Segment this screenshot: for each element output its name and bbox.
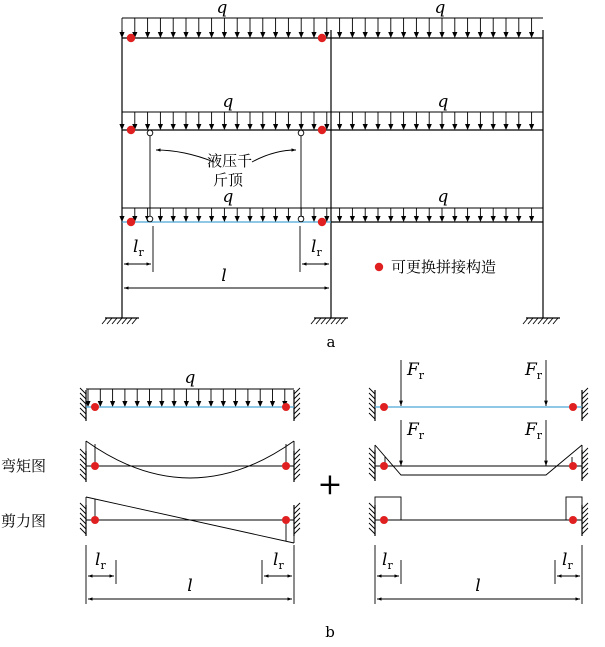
wall-hatch (294, 408, 300, 414)
caption-b: b (325, 623, 335, 641)
load-arrow-head (135, 401, 140, 407)
load-arrow-head (247, 124, 252, 130)
load-arrow-head (439, 124, 444, 130)
load-label: q (184, 368, 196, 388)
ground-hatch (326, 318, 331, 324)
load-arrow-head (337, 124, 342, 130)
load-arrow-head (388, 216, 393, 222)
load-label: q (222, 187, 234, 207)
wall-hatch (582, 398, 588, 404)
wall-hatch (294, 469, 300, 475)
wall-hatch (369, 513, 375, 519)
wall-hatch (294, 398, 300, 404)
ground-supports-a (102, 318, 560, 324)
wall-hatch (80, 518, 86, 524)
load-arrow-head (452, 216, 457, 222)
load-arrow-head (465, 32, 470, 38)
load-arrow-head (311, 32, 316, 38)
ground-hatch (331, 318, 336, 324)
load-arrow-head (247, 32, 252, 38)
load-arrow-head (119, 216, 124, 222)
dim-l-label: l (187, 576, 193, 596)
wall-hatch (80, 459, 86, 465)
load-arrow-head (401, 124, 406, 130)
load-arrow-head (427, 32, 432, 38)
load-arrow-head (529, 124, 534, 130)
ground-hatch (528, 318, 533, 324)
splice-joint (282, 516, 290, 524)
wall-hatch (582, 508, 588, 514)
load-arrow-head (350, 32, 355, 38)
ground-hatch (127, 318, 132, 324)
load-arrow-head (491, 124, 496, 130)
splice-joint (91, 462, 99, 470)
force-label: $F_r$ (407, 420, 425, 442)
load-label: q (222, 92, 234, 112)
load-arrow-head (119, 32, 124, 38)
splice-joint (380, 403, 388, 411)
wall-hatch (80, 503, 86, 509)
wall-hatch (582, 528, 588, 534)
wall-hatch (582, 413, 588, 419)
wall-hatch (582, 388, 588, 394)
beam-figure-b-right (375, 360, 582, 604)
wall-hatch (369, 508, 375, 514)
load-arrow-head (159, 401, 164, 407)
load-arrow-head (158, 32, 163, 38)
load-arrow-head (401, 32, 406, 38)
load-arrow-head (414, 124, 419, 130)
wall-hatch (582, 523, 588, 529)
load-arrow-head (247, 216, 252, 222)
load-arrow-head (478, 124, 483, 130)
splice-joint (282, 403, 290, 411)
wall-hatch (80, 408, 86, 414)
jack-pin (147, 130, 153, 136)
wall-hatch (294, 388, 300, 394)
moment-polyline (375, 445, 582, 475)
load-arrow-head (119, 124, 124, 130)
wall-hatch (80, 464, 86, 470)
wall-hatch (369, 413, 375, 419)
load-arrow-head (503, 124, 508, 130)
load-arrow-head (363, 216, 368, 222)
load-arrow-head (270, 401, 275, 407)
load-arrow-head (439, 216, 444, 222)
force-label: $F_r$ (407, 360, 425, 382)
wall-hatch (80, 403, 86, 409)
load-arrow-head (145, 124, 150, 130)
splice-joint (380, 462, 388, 470)
force-label: $F_r$ (525, 420, 543, 442)
load-arrow-head (299, 32, 304, 38)
wall-hatch (582, 458, 588, 464)
ground-hatch (336, 318, 341, 324)
wall-hatch (369, 503, 375, 509)
wall-hatch (369, 398, 375, 404)
load-arrow-head (209, 32, 214, 38)
load-arrow-head (350, 124, 355, 130)
load-arrow-head (401, 216, 406, 222)
load-arrow-head (209, 124, 214, 130)
load-arrow-head (452, 32, 457, 38)
load-arrow-head (183, 216, 188, 222)
wall-hatch (582, 513, 588, 519)
wall-hatch (294, 503, 300, 509)
wall-hatch (294, 459, 300, 465)
wall-hatch (294, 474, 300, 480)
load-arrow-head (172, 401, 177, 407)
legend-joint-marker (375, 263, 383, 271)
load-arrow-head (529, 216, 534, 222)
load-arrow-head (337, 216, 342, 222)
wall-hatch (294, 413, 300, 419)
wall-hatch (369, 518, 375, 524)
wall-hatch (582, 518, 588, 524)
load-arrow-head (235, 216, 240, 222)
wall-hatch (369, 458, 375, 464)
load-arrow-head (375, 32, 380, 38)
wall-hatch (582, 408, 588, 414)
shear-diagram-label: 剪力图 (1, 512, 47, 530)
wall-hatch (582, 453, 588, 459)
load-arrow-head (273, 216, 278, 222)
shear-block-left (375, 497, 401, 520)
load-arrow-head (171, 32, 176, 38)
wall-hatch (294, 528, 300, 534)
frame-figure-a (102, 0, 560, 351)
jack-pin (298, 216, 304, 222)
ground-hatch (107, 318, 112, 324)
wall-hatch (369, 523, 375, 529)
moment-curve (86, 441, 294, 478)
ground-hatch (112, 318, 117, 324)
load-arrow-head (516, 216, 521, 222)
load-arrow-head (158, 124, 163, 130)
wall-hatch (582, 463, 588, 469)
load-arrow-head (222, 32, 227, 38)
load-arrow-head (388, 124, 393, 130)
moment-diagram-label: 弯矩图 (1, 457, 47, 475)
load-arrow-head (258, 401, 263, 407)
dim-lr-label: $l_r$ (133, 237, 144, 259)
splice-joint (91, 403, 99, 411)
wall-hatch (80, 388, 86, 394)
wall-hatch (369, 468, 375, 474)
load-arrow-head (491, 32, 496, 38)
load-arrow-head (503, 216, 508, 222)
splice-joint (127, 34, 135, 42)
load-arrow-head (311, 124, 316, 130)
load-arrow-head (516, 124, 521, 130)
jack-pin (147, 216, 153, 222)
load-arrow-head (363, 124, 368, 130)
dim-lr-label: $l_r$ (562, 550, 573, 572)
load-arrow-head (184, 401, 189, 407)
jack-pin (298, 130, 304, 136)
dim-lr-label: $l_r$ (311, 237, 322, 259)
wall-hatch (369, 473, 375, 479)
dim-lr-label: $l_r$ (273, 550, 284, 572)
wall-hatch (80, 474, 86, 480)
wall-hatch (294, 513, 300, 519)
load-arrow-head (209, 216, 214, 222)
splice-joint (569, 403, 577, 411)
wall-hatch (369, 453, 375, 459)
load-arrow-head (478, 32, 483, 38)
wall-hatch (80, 469, 86, 475)
ground-hatch (316, 318, 321, 324)
wall-hatch (369, 528, 375, 534)
wall-hatch (80, 513, 86, 519)
beam-figure-b-left (1, 368, 294, 604)
force-label: $F_r$ (525, 360, 543, 382)
load-arrow-head (286, 32, 291, 38)
load-arrow-head (196, 32, 201, 38)
splice-joint (380, 516, 388, 524)
load-arrow-head (478, 216, 483, 222)
wall-hatch (294, 518, 300, 524)
load-arrow-head (350, 216, 355, 222)
wall-hatch (294, 403, 300, 409)
load-arrow-head (122, 401, 127, 407)
splice-joint (91, 516, 99, 524)
load-arrow-head (196, 124, 201, 130)
wall-hatch (80, 413, 86, 419)
load-arrow-head (222, 124, 227, 130)
wall-hatch (582, 448, 588, 454)
jack-label: 液压千 斤顶 (207, 152, 253, 189)
load-arrow-head (375, 216, 380, 222)
splice-joint (569, 516, 577, 524)
load-arrow-head (388, 32, 393, 38)
load-arrow-head (260, 32, 265, 38)
load-arrow-head (260, 124, 265, 130)
ground-hatch (548, 318, 553, 324)
load-arrow-head (452, 124, 457, 130)
splice-joint (318, 126, 326, 134)
splice-joint (127, 126, 135, 134)
wall-hatch (369, 393, 375, 399)
wall-hatch (369, 448, 375, 454)
load-arrow-head (439, 32, 444, 38)
load-arrow-head (337, 32, 342, 38)
load-label: q (216, 0, 228, 18)
load-arrow-head (414, 32, 419, 38)
jack-leader-right (252, 150, 296, 162)
ground-hatch (538, 318, 543, 324)
ground-hatch (553, 318, 558, 324)
load-arrow-head (299, 124, 304, 130)
load-arrow-head (465, 124, 470, 130)
wall-hatch (80, 398, 86, 404)
legend-label: 可更换拼接构造 (391, 258, 497, 276)
load-arrow-head (110, 401, 115, 407)
splice-joint (318, 34, 326, 42)
jack-leader-left (156, 150, 214, 162)
wall-hatch (582, 403, 588, 409)
load-arrow-head (145, 32, 150, 38)
ground-hatch (132, 318, 137, 324)
wall-hatch (582, 473, 588, 479)
load-label: q (437, 187, 449, 207)
load-arrow-head (196, 216, 201, 222)
dim-lr-label: $l_r$ (382, 550, 393, 572)
load-arrow-head (363, 32, 368, 38)
ground-hatch (321, 318, 326, 324)
ground-hatch (122, 318, 127, 324)
wall-hatch (294, 523, 300, 529)
load-arrow-head (273, 32, 278, 38)
ground-hatch (523, 318, 528, 324)
load-arrow-head (427, 124, 432, 130)
plus-sign: + (317, 467, 343, 502)
wall-hatch (294, 449, 300, 455)
load-arrow-head (311, 216, 316, 222)
wall-hatch (582, 393, 588, 399)
load-arrow-head (196, 401, 201, 407)
dim-lr-label: $l_r$ (95, 550, 106, 572)
load-arrow-head (286, 124, 291, 130)
load-arrow-head (235, 32, 240, 38)
splice-joint (282, 462, 290, 470)
load-arrow-head (260, 216, 265, 222)
load-arrow-head (375, 124, 380, 130)
wall-hatch (369, 463, 375, 469)
wall-hatch (582, 503, 588, 509)
dim-l-label: l (221, 266, 227, 286)
wall-hatch (80, 508, 86, 514)
distributed-load-arrows-a (119, 18, 534, 222)
load-arrow-head (245, 401, 250, 407)
load-arrow-head (529, 32, 534, 38)
load-arrow-head (183, 124, 188, 130)
wall-hatch (369, 408, 375, 414)
wall-hatch (80, 393, 86, 399)
ground-hatch (533, 318, 538, 324)
ground-hatch (341, 318, 346, 324)
wall-hatch (80, 449, 86, 455)
wall-hatch (294, 508, 300, 514)
caption-a: a (326, 333, 336, 351)
wall-hatch (80, 454, 86, 460)
load-label: q (434, 0, 446, 18)
load-arrow-head (414, 216, 419, 222)
splice-joint (127, 218, 135, 226)
load-arrow-head (427, 216, 432, 222)
load-arrow-head (171, 216, 176, 222)
wall-hatch (294, 454, 300, 460)
ground-hatch (543, 318, 548, 324)
load-label: q (437, 92, 449, 112)
load-arrow-head (286, 216, 291, 222)
load-arrow-head (222, 216, 227, 222)
distributed-load-arrows-b (85, 389, 287, 407)
wall-hatch (80, 523, 86, 529)
load-arrow-head (208, 401, 213, 407)
wall-hatch (294, 464, 300, 470)
load-arrow-head (183, 32, 188, 38)
load-arrow-head (158, 216, 163, 222)
wall-hatch (369, 388, 375, 394)
wall-hatch (80, 528, 86, 534)
wall-hatch (369, 403, 375, 409)
load-arrow-head (465, 216, 470, 222)
splice-joint (318, 218, 326, 226)
load-arrow-head (503, 32, 508, 38)
splice-joint (569, 462, 577, 470)
load-arrow-head (221, 401, 226, 407)
wall-hatch (294, 393, 300, 399)
load-arrow-head (235, 124, 240, 130)
load-arrow-head (516, 32, 521, 38)
load-arrow-head (171, 124, 176, 130)
load-arrow-head (147, 401, 152, 407)
ground-hatch (311, 318, 316, 324)
load-arrow-head (491, 216, 496, 222)
ground-hatch (117, 318, 122, 324)
load-arrow-head (273, 124, 278, 130)
dim-l-label: l (475, 576, 481, 596)
ground-hatch (102, 318, 107, 324)
load-arrow-head (233, 401, 238, 407)
wall-hatch (582, 468, 588, 474)
